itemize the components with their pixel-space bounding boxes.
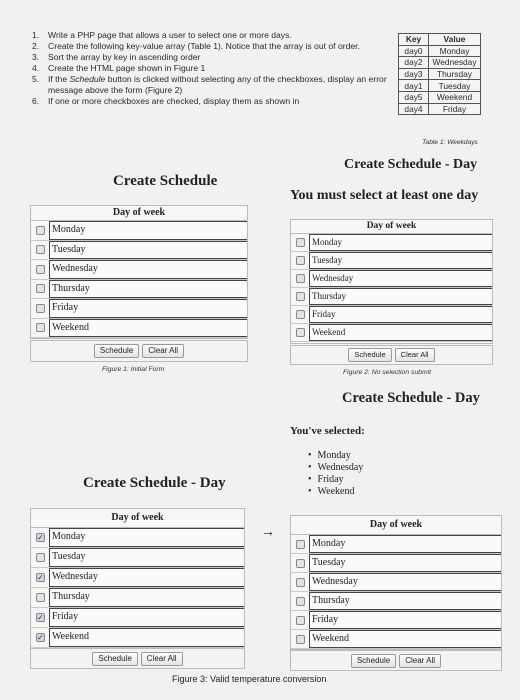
list-item: • Monday bbox=[308, 450, 363, 462]
day-row[interactable]: Tuesday bbox=[31, 548, 244, 568]
day-row[interactable]: Monday bbox=[31, 221, 247, 241]
day-checkbox[interactable] bbox=[36, 304, 45, 313]
day-row[interactable]: Wednesday bbox=[291, 573, 501, 592]
day-checkbox[interactable] bbox=[36, 265, 45, 274]
arrow-right-icon: → bbox=[261, 523, 275, 539]
selected-heading: You've selected: bbox=[290, 425, 365, 437]
form-initial bbox=[30, 205, 248, 339]
day-row[interactable]: Weekend bbox=[31, 319, 247, 339]
day-row[interactable]: Friday bbox=[291, 306, 492, 324]
day-row[interactable]: ✓ Friday bbox=[31, 608, 244, 628]
table-row: day5 Weekend bbox=[399, 91, 481, 103]
fig1-caption: Figure 1: Initial Form bbox=[102, 366, 165, 373]
instruction-item: 3. Sort the array by key in ascending order bbox=[32, 52, 201, 62]
form-initial-buttons bbox=[30, 340, 248, 362]
day-row[interactable]: ✓ Wednesday bbox=[31, 568, 244, 588]
clear-all-button[interactable]: Clear All bbox=[141, 652, 183, 666]
instruction-item: 1. Write a PHP page that allows a user to select one or more days. bbox=[32, 30, 292, 40]
instructions-list bbox=[32, 30, 392, 107]
form-checked-buttons bbox=[30, 648, 245, 669]
list-item: • Wednesday bbox=[308, 462, 363, 474]
table-row: day1 Tuesday bbox=[399, 80, 481, 92]
fig2-title: Create Schedule - Day bbox=[344, 157, 478, 172]
weekdays-table bbox=[398, 33, 481, 115]
error-message: You must select at least one day bbox=[290, 188, 479, 203]
instruction-item: 4. Create the HTML page shown in Figure 1 bbox=[32, 63, 206, 73]
form-no-selection-buttons bbox=[290, 345, 493, 365]
day-checkbox-checked[interactable]: ✓ bbox=[37, 532, 44, 542]
day-row[interactable]: Wednesday bbox=[31, 260, 247, 280]
schedule-button[interactable]: Schedule bbox=[94, 344, 139, 358]
list-item: • Friday bbox=[308, 474, 363, 486]
table-row: day3 Thursday bbox=[399, 68, 481, 80]
day-of-week-legend: Day of week bbox=[31, 206, 247, 221]
table-caption: Table 1: Weekdays bbox=[422, 139, 478, 146]
day-checkbox[interactable] bbox=[296, 559, 305, 568]
list-item: • Weekend bbox=[308, 486, 363, 498]
day-row[interactable]: Tuesday bbox=[291, 554, 501, 573]
day-of-week-legend: Day of week bbox=[291, 220, 492, 234]
day-row[interactable]: Thursday bbox=[31, 588, 244, 608]
day-checkbox[interactable] bbox=[36, 245, 45, 254]
table-row: day4 Friday bbox=[399, 103, 481, 115]
day-checkbox[interactable] bbox=[36, 553, 45, 562]
instruction-item: 2. Create the following key-value array (Table 1). Notice that the array is out of order. bbox=[32, 41, 360, 51]
day-row[interactable]: Monday bbox=[291, 234, 492, 252]
day-row[interactable]: Thursday bbox=[291, 288, 492, 306]
day-checkbox-checked[interactable]: ✓ bbox=[37, 572, 44, 582]
form-reset-buttons bbox=[290, 650, 502, 671]
table-row: day2 Wednesday bbox=[399, 57, 481, 69]
instruction-item: 6. If one or more checkboxes are checked, display them as shown in bbox=[32, 96, 300, 106]
day-checkbox-checked[interactable]: ✓ bbox=[37, 632, 44, 642]
day-checkbox[interactable] bbox=[296, 616, 305, 625]
day-checkbox[interactable] bbox=[296, 540, 305, 549]
day-checkbox[interactable] bbox=[296, 256, 305, 265]
day-of-week-legend: Day of week bbox=[291, 516, 501, 535]
day-row[interactable]: Tuesday bbox=[291, 252, 492, 270]
day-row[interactable]: Thursday bbox=[291, 592, 501, 611]
form-no-selection bbox=[290, 219, 493, 344]
schedule-button[interactable]: Schedule bbox=[351, 654, 396, 668]
day-row[interactable]: Friday bbox=[31, 299, 247, 319]
fig3-title-right: Create Schedule - Day bbox=[342, 390, 480, 406]
day-checkbox[interactable] bbox=[296, 328, 305, 337]
day-row[interactable]: Friday bbox=[291, 611, 501, 630]
day-checkbox[interactable] bbox=[36, 226, 45, 235]
day-checkbox[interactable] bbox=[296, 310, 305, 319]
day-checkbox[interactable] bbox=[296, 274, 305, 283]
day-checkbox[interactable] bbox=[296, 578, 305, 587]
fig3-caption: Figure 3: Valid temperature conversion bbox=[172, 674, 327, 684]
day-row[interactable]: Weekend bbox=[291, 630, 501, 649]
clear-all-button[interactable]: Clear All bbox=[399, 654, 441, 668]
clear-all-button[interactable]: Clear All bbox=[395, 348, 435, 362]
day-row[interactable]: ✓ Weekend bbox=[31, 628, 244, 648]
day-checkbox[interactable] bbox=[36, 593, 45, 602]
day-row[interactable]: Tuesday bbox=[31, 241, 247, 261]
day-row[interactable]: Monday bbox=[291, 535, 501, 554]
form-checked bbox=[30, 508, 245, 648]
day-checkbox[interactable] bbox=[296, 635, 305, 644]
day-checkbox[interactable] bbox=[36, 284, 45, 293]
day-row[interactable]: Wednesday bbox=[291, 270, 492, 288]
clear-all-button[interactable]: Clear All bbox=[142, 344, 184, 358]
instruction-item: 5. If the Schedule button is clicked without selecting any of the checkboxes, display an error message above the form (Figure 2) bbox=[32, 74, 387, 95]
fig3-title-left: Create Schedule - Day bbox=[83, 475, 226, 491]
key-header: Key bbox=[399, 34, 429, 46]
table-row: day0 Monday bbox=[399, 45, 481, 57]
day-row[interactable]: Thursday bbox=[31, 280, 247, 300]
day-of-week-legend: Day of week bbox=[31, 509, 244, 528]
day-checkbox[interactable] bbox=[296, 292, 305, 301]
fig1-title: Create Schedule bbox=[113, 173, 218, 189]
day-checkbox[interactable] bbox=[296, 597, 305, 606]
day-row[interactable]: ✓ Monday bbox=[31, 528, 244, 548]
day-checkbox-checked[interactable]: ✓ bbox=[37, 612, 44, 622]
schedule-button[interactable]: Schedule bbox=[92, 652, 137, 666]
schedule-button[interactable]: Schedule bbox=[348, 348, 391, 362]
day-checkbox[interactable] bbox=[36, 323, 45, 332]
day-checkbox[interactable] bbox=[296, 238, 305, 247]
day-row[interactable]: Weekend bbox=[291, 324, 492, 342]
form-reset bbox=[290, 515, 502, 650]
fig2-caption: Figure 2: No selection submit bbox=[343, 369, 432, 376]
selected-days-list bbox=[308, 450, 363, 498]
value-header: Value bbox=[429, 34, 481, 46]
